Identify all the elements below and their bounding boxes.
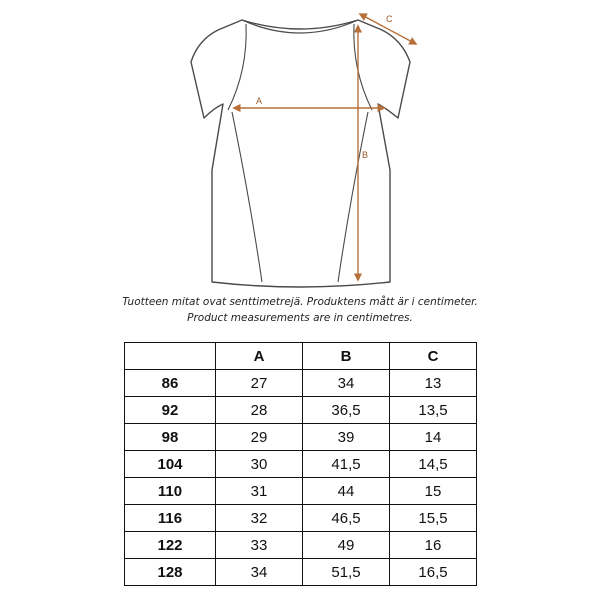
a-cell: 31 — [216, 478, 303, 505]
c-cell: 14 — [390, 424, 477, 451]
label-b: B — [362, 150, 369, 160]
label-a: A — [256, 96, 263, 106]
header-a: A — [216, 343, 303, 370]
table-row — [125, 451, 477, 478]
table-header-row — [125, 343, 477, 370]
b-cell: 41,5 — [303, 451, 390, 478]
table-row — [125, 397, 477, 424]
table-row — [125, 532, 477, 559]
table-row — [125, 559, 477, 586]
header-size — [125, 343, 216, 370]
a-cell: 29 — [216, 424, 303, 451]
c-cell: 15 — [390, 478, 477, 505]
b-cell: 34 — [303, 370, 390, 397]
a-cell: 32 — [216, 505, 303, 532]
table-row — [125, 505, 477, 532]
header-c: C — [390, 343, 477, 370]
size-table — [124, 342, 477, 586]
a-cell: 28 — [216, 397, 303, 424]
measurement-note-en: Product measurements are in centimetres. — [187, 312, 413, 324]
table-row — [125, 424, 477, 451]
label-c: C — [386, 14, 393, 24]
size-cell: 86 — [125, 370, 216, 397]
measurement-note-fi-sv: Tuotteen mitat ovat senttimetrejä. Produktens mått är i centimeter. — [122, 296, 478, 308]
c-cell: 13 — [390, 370, 477, 397]
neckline — [242, 20, 358, 33]
c-cell: 13,5 — [390, 397, 477, 424]
b-cell: 51,5 — [303, 559, 390, 586]
tshirt-outline — [191, 20, 410, 287]
b-cell: 39 — [303, 424, 390, 451]
a-cell: 33 — [216, 532, 303, 559]
table-row — [125, 370, 477, 397]
b-cell: 46,5 — [303, 505, 390, 532]
a-cell: 27 — [216, 370, 303, 397]
size-cell: 98 — [125, 424, 216, 451]
c-cell: 16 — [390, 532, 477, 559]
b-cell: 44 — [303, 478, 390, 505]
size-cell: 128 — [125, 559, 216, 586]
b-cell: 36,5 — [303, 397, 390, 424]
c-cell: 14,5 — [390, 451, 477, 478]
size-cell: 92 — [125, 397, 216, 424]
left-side-seam — [232, 112, 262, 282]
size-cell: 122 — [125, 532, 216, 559]
right-side-seam — [338, 112, 368, 282]
header-b: B — [303, 343, 390, 370]
table-row — [125, 478, 477, 505]
a-cell: 34 — [216, 559, 303, 586]
size-cell: 116 — [125, 505, 216, 532]
size-cell: 104 — [125, 451, 216, 478]
c-cell: 15,5 — [390, 505, 477, 532]
a-cell: 30 — [216, 451, 303, 478]
c-cell: 16,5 — [390, 559, 477, 586]
right-raglan-seam — [354, 24, 372, 110]
left-raglan-seam — [228, 24, 246, 110]
b-cell: 49 — [303, 532, 390, 559]
size-cell: 110 — [125, 478, 216, 505]
